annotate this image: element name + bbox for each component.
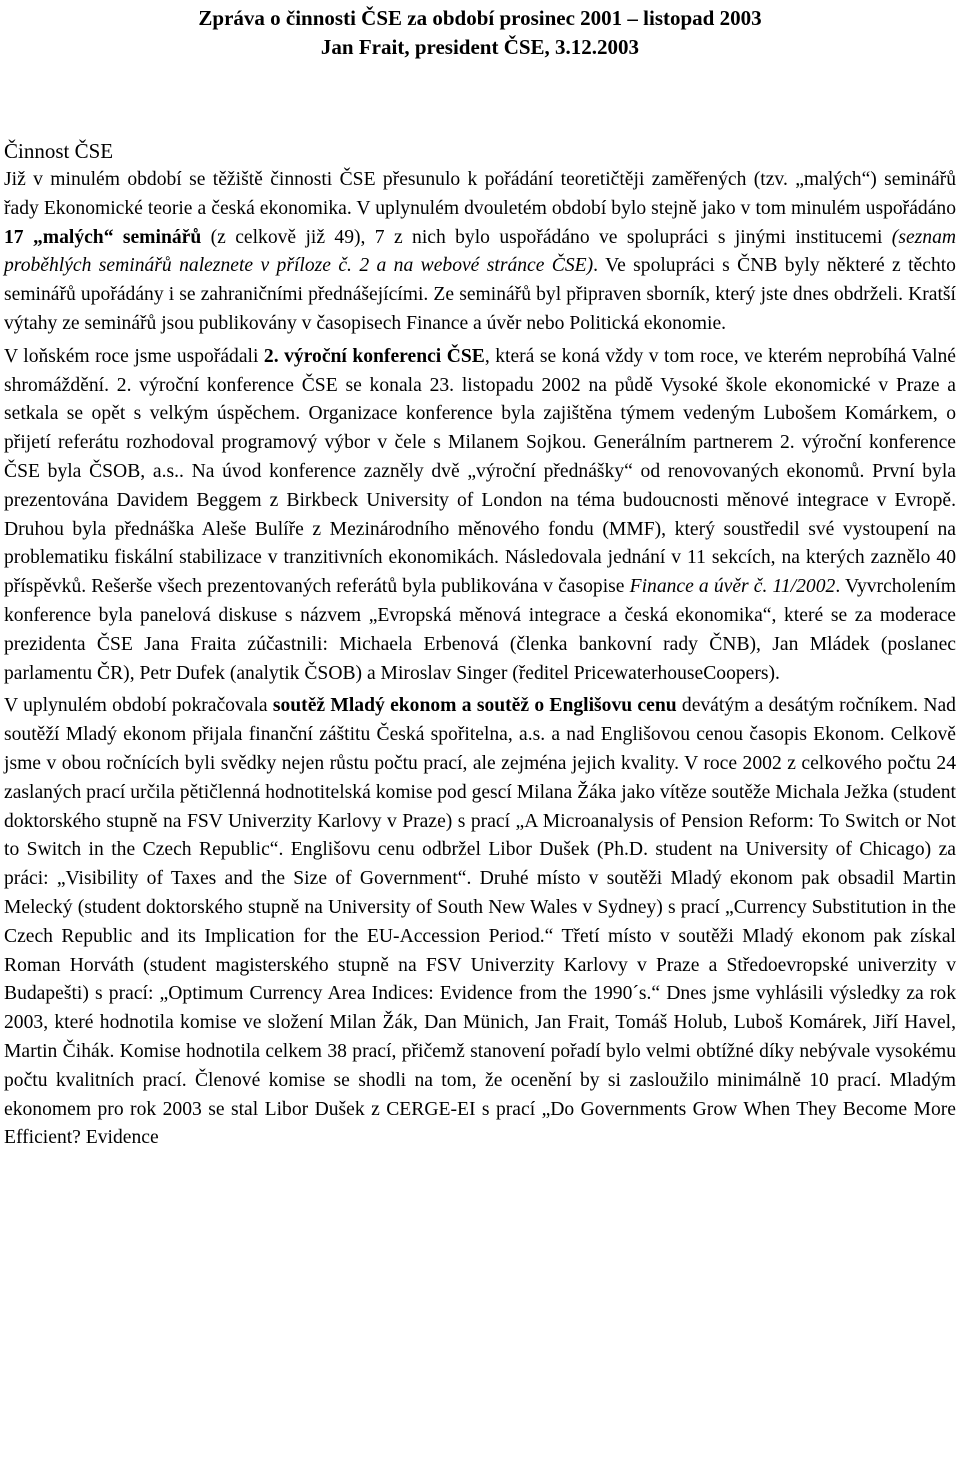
p1-text-e: . Ve spolupráci s ČNB byly některé z těchto seminářů upořádány i se zahraničními přednášejícími. Ze seminářů byl připraven sborník, který jste dnes obdrželi. Kratší výtahy ze seminářů jsou publikovány v časopisech Finance a úvěr nebo Politická ekonomie.	[4, 255, 956, 334]
paragraph-conference	[4, 343, 956, 689]
paragraph-seminars	[4, 166, 956, 339]
document-title: Zpráva o činnosti ČSE za období prosinec 2001 – listopad 2003	[198, 6, 762, 30]
document-subtitle: Jan Frait, president ČSE, 3.12.2003	[320, 35, 640, 59]
p2-text-e: . Vyvrcholením konference byla panelová diskuse s názvem „Evropská měnová integrace a česká ekonomika“, které se za moderace prezidenta ČSE Jana Fraita zúčastnili: Michaela Erbenová (členka bankovní rady ČNB), Jan Mládek (poslanec parlamentu ČR), Petr Dufek (analytik ČSOB) a Miroslav Singer (ředitel PricewaterhouseCoopers).	[4, 576, 956, 684]
p2-text-a: V loňském roce jsme uspořádali	[4, 345, 264, 367]
paragraph-competition	[4, 692, 956, 1153]
section-heading: Činnost ČSE	[4, 139, 114, 163]
p3-text-c: devátým a desátým ročníkem. Nad soutěží Mladý ekonom přijala finanční záštitu Česká spořitelna, a.s. a nad Englišovou cenou časopis Ekonom. Celkově jsme v obou ročnících byli svědky nejen růstu počtu prací, ale zejména jejich kvality. V roce 2002 z celkového počtu 24 zaslaných prací určila pětičlenná hodnotitelská komise pod gescí Milana Žáka jako vítěze soutěže Michala Ježka (student doktorského stupně na FSV Univerzity Karlovy v Praze) s prací „A Microanalysis of Pension Reform: To Switch or Not to Switch in the Czech Republic“. Englišovu cenu odbržel Libor Dušek (Ph.D. student na University of Chicago) za práci: „Visibility of Taxes and the Size of Government“. Druhé místo v soutěži Mladý ekonom pak obsadil Martin Melecký (student doktorského stupně na University of South New Wales v Sydney) s prací „Currency Substitution in the Czech Republic and its Implication for the EU-Accession Period.“ Třetí místo v soutěži Mladý ekonom pak získal Roman Horváth (student magisterského stupně na FSV Univerzity Karlovy v Praze a Středoevropské univerzity v Budapešti) s prací: „Optimum Currency Area Indices: Evidence from the 1990´s.“ Dnes jsme vyhlásili výsledky za rok 2003, které hodnotila komise ve složení Milan Žák, Dan Münich, Jan Frait, Tomáš Holub, Luboš Komárek, Jiří Havel, Martin Čihák. Komise hodnotila celkem 38 prací, přičemž stanovení pořadí bylo velmi obtížné díky nebývale vysokému počtu kvalitních prací. Členové komise se shodli na tom, že ocenění by si zasloužilo minimálně 10 prací. Mladým ekonomem pro rok 2003 se stal Libor Dušek z CERGE-EI s prací „Do Governments Grow When They Become More Efficient? Evidence	[4, 695, 956, 1149]
p2-bold-conference: 2. výroční konferenci ČSE	[263, 345, 485, 367]
p1-text-c: (z celkově již 49), 7 z nich bylo uspořádáno ve spolupráci s jinými institucemi	[201, 226, 892, 248]
p2-italic-journal: Finance a úvěr č. 11/2002	[629, 576, 836, 598]
p3-text-a: V uplynulém období pokračovala	[4, 695, 273, 717]
p1-text-a: Již v minulém období se těžiště činnosti ČSE přesunulo k pořádání teoretičtěji zaměřených (tzv. „malých“) seminářů řady Ekonomické teorie a česká ekonomika. V uplynulém dvouletém období bylo stejně jako v tom minulém uspořádáno	[4, 169, 956, 219]
p2-text-c: , která se koná vždy v tom roce, ve kterém neprobíhá Valné shromáždění. 2. výroční konference ČSE se konala 23. listopadu 2002 na půdě Vysoké škole ekonomické v Praze a setkala se opět s velkým úspěchem. Organizace konference byla zajištěna týmem vedeným Lubošem Komárkem, o přijetí referátu rozhodoval programový výbor v čele s Milanem Sojkou. Generálním partnerem 2. výroční konference ČSE byla ČSOB, a.s.. Na úvod konference zazněly dvě „výroční přednášky“ od renovovaných ekonomů. První byla prezentována Davidem Beggem z Birkbeck University of London na téma budoucnosti měnové integrace v Evropě. Druhou byla přednáška Aleše Bulíře z Mezinárodního měnového fondu (MMF), který soustředil své vystoupení na problematiku fiskální stabilizace v tranzitivních ekonomikách. Následovala jednání v 11 sekcích, na kterých zaznělo 40 příspěvků. Rešerše všech prezentovaných referátů byla publikována v časopise	[4, 345, 957, 598]
p3-bold-competition: soutěž Mladý ekonom a soutěž o Englišovu cenu	[272, 695, 677, 717]
p1-italic-appendix-note: (seznam proběhlých seminářů naleznete v příloze č. 2 a na webové stránce ČSE)	[4, 226, 957, 277]
p1-bold-seminar-count: 17 „malých“ seminářů	[4, 226, 202, 248]
